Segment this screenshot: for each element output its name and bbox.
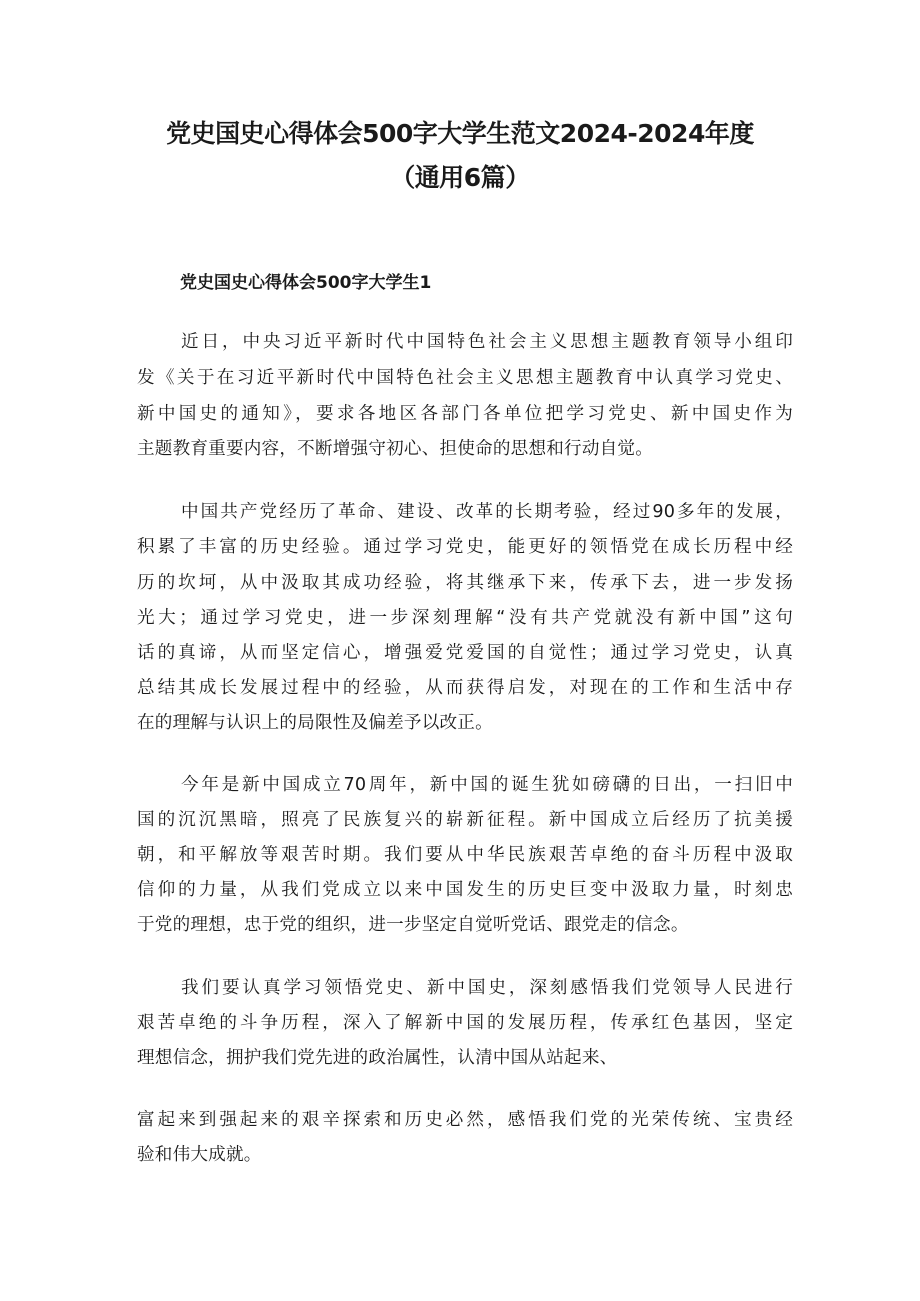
paragraph-line: 信仰的力量，从我们党成立以来中国发生的历史巨变中汲取力量，时刻忠 — [137, 880, 793, 900]
document-title-line-1: 党史国史心得体会500字大学生范文2024-2024年度 — [166, 119, 754, 148]
paragraph-line: 验和伟大成就。 — [137, 1145, 262, 1165]
paragraph-line: 在的理解与认识上的局限性及偏差予以改正。 — [137, 713, 493, 733]
paragraph-line: 国的沉沉黑暗，照亮了民族复兴的崭新征程。新中国成立后经历了抗美援 — [137, 810, 793, 830]
paragraph-line: 朝，和平解放等艰苦时期。我们要从中华民族艰苦卓绝的奋斗历程中汲取 — [137, 845, 793, 865]
paragraph-line: 于党的理想，忠于党的组织，进一步坚定自觉听党话、跟党走的信念。 — [137, 915, 689, 935]
paragraph-line: 发《关于在习近平新时代中国特色社会主义思想主题教育中认真学习党史、 — [137, 368, 793, 388]
paragraph-line: 理想信念，拥护我们党先进的政治属性，认清中国从站起来、 — [137, 1048, 618, 1068]
paragraph-line: 艰苦卓绝的斗争历程，深入了解新中国的发展历程，传承红色基因，坚定 — [137, 1013, 793, 1033]
paragraph-line: 历的坎坷，从中汲取其成功经验，将其继承下来，传承下去，进一步发扬 — [137, 573, 793, 593]
paragraph-line: 积累了丰富的历史经验。通过学习党史，能更好的领悟党在成长历程中经 — [137, 537, 793, 557]
paragraph-line: 今年是新中国成立70周年，新中国的诞生犹如磅礴的日出，一扫旧中 — [181, 775, 793, 795]
document-title-line-2: （通用6篇） — [390, 163, 530, 192]
section-heading: 党史国史心得体会500字大学生1 — [180, 273, 432, 293]
paragraph-line: 我们要认真学习领悟党史、新中国史，深刻感悟我们党领导人民进行 — [181, 978, 793, 998]
paragraph-line: 近日，中央习近平新时代中国特色社会主义思想主题教育领导小组印 — [181, 332, 793, 352]
paragraph-line: 新中国史的通知》，要求各地区各部门各单位把学习党史、新中国史作为 — [137, 404, 793, 424]
paragraph-line: 光大；通过学习党史，进一步深刻理解“没有共产党就没有新中国”这句 — [137, 608, 793, 628]
paragraph-line: 主题教育重要内容，不断增强守初心、担使命的思想和行动自觉。 — [137, 439, 654, 459]
paragraph-line: 总结其成长发展过程中的经验，从而获得启发，对现在的工作和生活中存 — [137, 678, 793, 698]
paragraph-line: 富起来到强起来的艰辛探索和历史必然，感悟我们党的光荣传统、宝贵经 — [137, 1110, 793, 1130]
paragraph-line: 中国共产党经历了革命、建设、改革的长期考验，经过90多年的发展， — [181, 502, 793, 522]
paragraph-line: 话的真谛，从而坚定信心，增强爱党爱国的自觉性；通过学习党史，认真 — [137, 643, 793, 663]
